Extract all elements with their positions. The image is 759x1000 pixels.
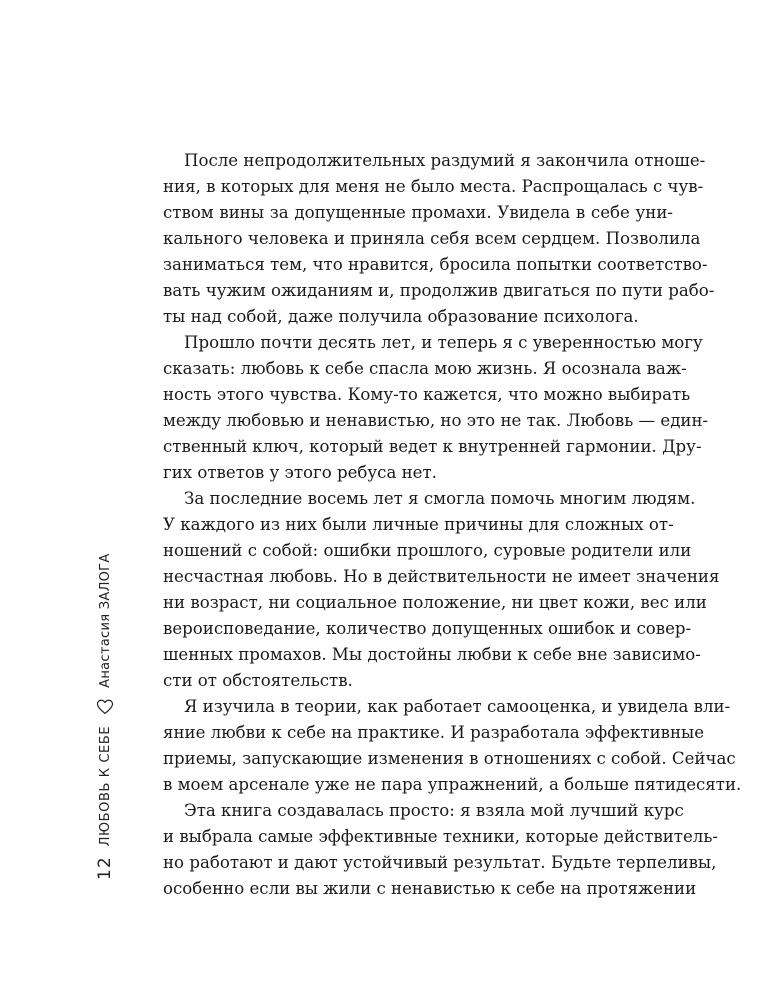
text-line: ством вины за допущенные промахи. Увидела в себе уни- [163, 203, 673, 222]
text-line: в моем арсенале уже не пара упражнений, а больше пятидесяти. [163, 775, 742, 794]
page-body [163, 148, 742, 902]
text-line: и выбрала самые эффективные техники, которые действитель- [163, 827, 718, 846]
text-line: ность этого чувства. Кому-то кажется, что можно выбирать [163, 385, 691, 404]
text-line: сти от обстоятельств. [163, 671, 353, 690]
running-head [85, 520, 125, 880]
text-line: ни возраст, ни социальное положение, ни цвет кожи, вес или [163, 593, 707, 612]
book-title: ЛЮБОВЬ К СЕБЕ [97, 725, 113, 847]
text-line: кального человека и приняла себя всем сердцем. Позволила [163, 229, 701, 248]
text-line: Прошло почти десять лет, и теперь я с уверенностью могу [184, 333, 703, 352]
text-line: вероисповедание, количество допущенных ошибок и совер- [163, 619, 692, 638]
text-line: заниматься тем, что нравится, бросила попытки соответство- [163, 255, 708, 274]
text-line: У каждого из них были личные причины для сложных от- [163, 515, 674, 534]
text-line: Я изучила в теории, как работает самооценка, и увидела вли- [184, 697, 731, 716]
text-line: ния, в которых для меня не было места. Распрощалась с чув- [163, 177, 704, 196]
text-line: несчастная любовь. Но в действительности не имеет значения [163, 567, 720, 586]
text-line: ты над собой, даже получила образование психолога. [163, 307, 639, 326]
text-line: Эта книга создавалась просто: я взяла мой лучший курс [184, 801, 684, 820]
text-line: яние любви к себе на практике. И разработала эффективные [163, 723, 705, 742]
text-line: После непродолжительных раздумий я закончила отноше- [184, 151, 706, 170]
text-line: сказать: любовь к себе спасла мою жизнь. Я осознала важ- [163, 359, 687, 378]
text-line: За последние восемь лет я смогла помочь многим людям. [184, 489, 696, 508]
text-line: особенно если вы жили с ненавистью к себе на протяжении [163, 879, 697, 898]
page-number: 12 [95, 856, 115, 880]
heart-icon [96, 698, 114, 716]
text-line: между любовью и ненавистью, но это не так. Любовь — един- [163, 411, 709, 430]
text-line: шенных промахов. Мы достойны любви к себе вне зависимо- [163, 645, 701, 664]
text-line: ношений с собой: ошибки прошлого, суровые родители или [163, 541, 692, 560]
text-line: приемы, запускающие изменения в отношениях с собой. Сейчас [163, 749, 736, 768]
author-name: Анастасия ЗАЛОГА [97, 553, 113, 688]
text-line: вать чужим ожиданиям и, продолжив двигаться по пути рабо- [163, 281, 715, 300]
text-line: ственный ключ, который ведет к внутренней гармонии. Дру- [163, 437, 702, 456]
text-line: гих ответов у этого ребуса нет. [163, 463, 437, 482]
text-line: но работают и дают устойчивый результат. Будьте терпеливы, [163, 853, 717, 872]
